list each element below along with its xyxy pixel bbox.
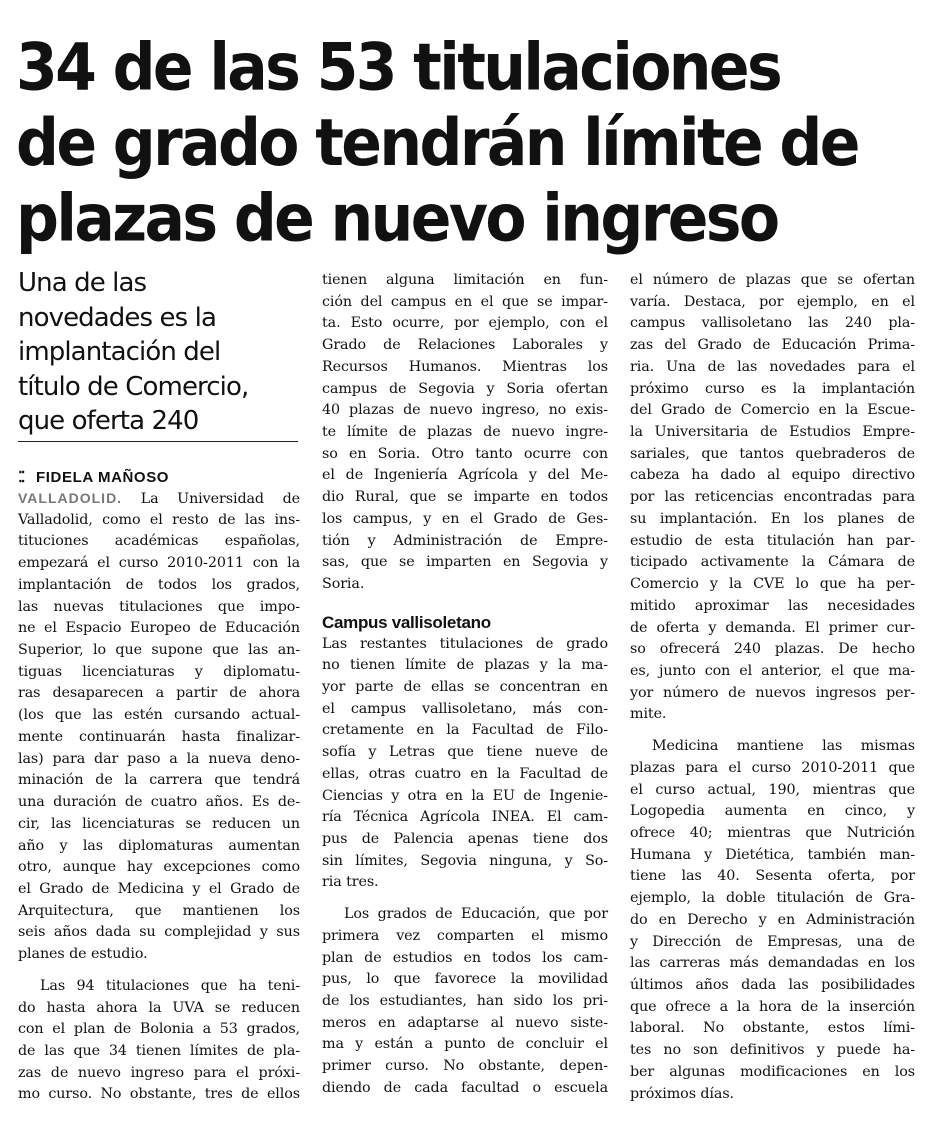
text-line: Arquitectura, que mantienen los: [18, 902, 300, 919]
text-line: cabeza ha dado al equipo directivo: [630, 467, 915, 484]
text-line: Las restantes titulaciones de grado: [322, 635, 608, 652]
text-line: una duración de cuatro años. Es de-: [18, 794, 300, 811]
text-line: cir, las licenciaturas se reducen un: [18, 815, 300, 832]
text-line: diendo de cada facultad o escuela: [322, 1079, 608, 1096]
text-line: sin límites, Segovia ninguna, y So-: [322, 852, 608, 869]
text-line: que ofrece a la hora de la inserción: [630, 998, 915, 1015]
text-line: Humana y Dietética, también man-: [630, 846, 915, 863]
dateline: VALLADOLID.: [18, 490, 123, 506]
text-line: el campus vallisoletano, más con-: [322, 700, 608, 717]
text-line: mitido aproximar las necesidades: [630, 597, 915, 614]
text-line: Logopedia aumenta en cinco, y: [630, 803, 915, 820]
text-line: la Universitaria de Estudios Empre-: [630, 424, 915, 441]
headline-line: de grado tendrán límite de: [16, 105, 858, 182]
text-line: (los que las estén cursando actual-: [18, 707, 300, 724]
text-line: yor número de nuevos ingresos per-: [630, 684, 915, 701]
text-line: sofía y Letras que tiene nueve de: [322, 744, 608, 761]
subheadline-line: implantación del: [18, 337, 221, 367]
text-line: año y las diplomaturas aumentan: [18, 837, 300, 854]
text-line: dio Rural, que se imparte en todos: [322, 489, 608, 506]
text-line: estudio de esta titulación han par-: [630, 532, 915, 549]
text-line: meros en adaptarse al nuevo siste-: [322, 1014, 608, 1031]
text-line: las carreras más demandadas en los: [630, 955, 915, 972]
text-line: Recursos Humanos. Mientras los: [322, 358, 608, 375]
text-line: Ciencias y otra en la EU de Ingenie-: [322, 787, 608, 804]
headline-line: 34 de las 53 titulaciones: [16, 30, 781, 106]
text-line: ber algunas modificaciones en los: [630, 1063, 915, 1080]
text-line: tes no son definitivos y puede ha-: [630, 1042, 915, 1059]
text-line: es, junto con el anterior, el que ma-: [630, 662, 915, 679]
text-line: implantación de todos los grados,: [18, 576, 300, 593]
text-line: ta. Esto ocurre, por ejemplo, con el: [322, 315, 608, 332]
text-line: empezará el curso 2010-2011 con la: [18, 555, 300, 572]
text-line: primer curso. No obstante, depen-: [322, 1058, 608, 1075]
headline-line: plazas de nuevo ingreso: [16, 181, 778, 257]
text-line: ticipado activamente la Cámara de: [630, 554, 915, 571]
text-line: Grado de Relaciones Laborales y: [322, 337, 608, 354]
article-column-1: [18, 488, 300, 1106]
text-line: tituciones académicas españolas,: [18, 533, 300, 550]
text-line: el número de plazas que se ofertan: [630, 272, 915, 288]
text-line: ne el Espacio Europeo de Educación: [18, 620, 300, 637]
subheadline: [18, 266, 298, 439]
text-line: sas, que se imparten en Segovia y: [322, 554, 608, 571]
article-column-3: [630, 270, 915, 1105]
text-line: seis años dada su complejidad y sus: [18, 924, 300, 941]
text-line: mo curso. No obstante, tres de ellos: [18, 1086, 300, 1103]
text-line: te límite de plazas de nuevo ingre-: [322, 424, 608, 441]
subheadline-divider: [18, 441, 298, 442]
text-line: primera vez comparten el mismo: [322, 927, 608, 944]
text-line: otro, aunque hay excepciones como: [18, 859, 300, 876]
author-name: FIDELA MAÑOSO: [36, 469, 170, 486]
text-line: so ofrecerá 240 plazas. De hecho: [630, 641, 915, 658]
section-subtitle: Campus vallisoletano: [322, 612, 491, 632]
text-line: sariales, que tantos quebraderos de: [630, 445, 915, 462]
text-line: pus de Palencia apenas tiene dos: [322, 830, 608, 847]
text-line: no tienen límite de plazas y la ma-: [322, 657, 608, 674]
text-line: ras desaparecen a partir de ahora: [18, 685, 300, 702]
subheadline-line: Una de las: [18, 268, 147, 298]
text-line: mite.: [630, 706, 667, 723]
text-line: [18, 488, 300, 510]
text-line: varía. Destaca, por ejemplo, en el: [630, 293, 915, 310]
text-line: so en Soria. Otro tanto ocurre con: [322, 445, 608, 462]
text-line: las) para dar paso a la nueva deno-: [18, 750, 300, 767]
text-line: pus, lo que favorece la movilidad: [322, 971, 608, 988]
text-line: tiene las 40. Sesenta oferta, por: [630, 868, 915, 885]
text-line: minación de la carrera que tendrá: [18, 772, 300, 789]
text-line: cretamente en la Facultad de Filo-: [322, 722, 608, 739]
text-line: próximo curso es la implantación: [630, 380, 915, 397]
text-line: yor parte de ellas se concentran en: [322, 678, 608, 695]
text-line: campus vallisoletano las 240 pla-: [630, 315, 915, 332]
text-line: plan de estudios en todos los cam-: [322, 949, 608, 966]
text-fragment: La Universidad de: [122, 491, 300, 507]
text-line: plazas para el curso 2010-2011 que: [630, 759, 915, 776]
text-line: Las 94 titulaciones que ha teni-: [40, 977, 300, 994]
text-line: ria. Una de las novedades para el: [630, 358, 915, 375]
text-line: tión y Administración de Empre-: [322, 532, 608, 549]
text-line: planes de estudio.: [18, 946, 148, 963]
paragraph-gap: [630, 726, 915, 736]
text-line: de oferta y demanda. El primer cur-: [630, 619, 915, 636]
subheadline-line: título de Comercio,: [18, 371, 249, 402]
text-line: Los grados de Educación, que por: [344, 906, 608, 923]
text-line: do en Derecho y en Administración: [630, 911, 915, 928]
dotted-marker-icon: ⁚⁚: [18, 469, 24, 486]
text-line: por las reticencias encontradas para: [630, 489, 915, 506]
paragraph-gap: [18, 966, 300, 976]
text-line: y Dirección de Empresas, una de: [630, 933, 915, 950]
text-line: el curso actual, 190, mientras que: [630, 781, 915, 798]
text-line: el Grado de Medicina y el Grado de: [18, 880, 300, 897]
text-line: tiguas licenciaturas y diplomatu-: [18, 663, 300, 680]
text-line: Comercio y la CVE lo que ha per-: [630, 576, 915, 593]
text-line: do hasta ahora la UVA se reducen: [18, 999, 300, 1016]
text-line: ejemplo, la doble titulación de Gra-: [630, 890, 915, 907]
subheadline-line: que oferta 240: [18, 406, 199, 436]
subheadline-line: novedades es la: [18, 302, 216, 333]
text-line: Valladolid, como el resto de las ins-: [18, 511, 300, 528]
text-line: tienen alguna limitación en fun-: [322, 272, 608, 288]
text-line: zas de nuevo ingreso para el próxi-: [18, 1064, 300, 1081]
byline: [18, 468, 169, 488]
text-line: últimos años dada las posibilidades: [630, 977, 915, 993]
text-line: el de Ingeniería Agrícola y del Me-: [322, 467, 608, 484]
text-line: mente continuarán hasta finalizar-: [18, 728, 300, 745]
text-line: 40 plazas de nuevo ingreso, no exis-: [322, 402, 608, 419]
text-line: ma y están a punto de concluir el: [322, 1036, 608, 1053]
paragraph-gap: [322, 894, 608, 904]
text-line: ría Técnica Agrícola INEA. El cam-: [322, 809, 608, 826]
text-line: de las que 34 tienen límites de pla-: [18, 1042, 300, 1059]
text-line: los campus, y en el Grado de Ges-: [322, 510, 608, 527]
text-line: ción del campus en el que se impar-: [322, 293, 608, 310]
article-column-2: [322, 270, 608, 1100]
text-line: Soria.: [322, 576, 365, 593]
text-line: ellas, otras cuatro en la Facultad de: [322, 765, 608, 782]
headline: [16, 30, 926, 257]
text-line: Superior, lo que supone que las an-: [18, 642, 300, 659]
text-line: campus de Segovia y Soria ofertan: [322, 380, 608, 397]
text-line: del Grado de Comercio en la Escue-: [630, 402, 915, 419]
text-line: de los estudiantes, han sido los pri-: [322, 993, 608, 1009]
text-line: las nuevas titulaciones que impo-: [18, 598, 300, 615]
text-line: con el plan de Bolonia a 53 grados,: [18, 1021, 300, 1038]
text-line: su implantación. En los planes de: [630, 510, 915, 527]
text-line: laboral. No obstante, estos lími-: [630, 1020, 915, 1037]
text-line: zas del Grado de Educación Prima-: [630, 337, 915, 354]
section-gap: [322, 596, 608, 612]
text-line: Medicina mantiene las mismas: [652, 738, 915, 755]
text-line: próximos días.: [630, 1085, 735, 1102]
text-line: ofrece 40; mientras que Nutrición: [630, 824, 915, 841]
text-line: ria tres.: [322, 874, 379, 891]
